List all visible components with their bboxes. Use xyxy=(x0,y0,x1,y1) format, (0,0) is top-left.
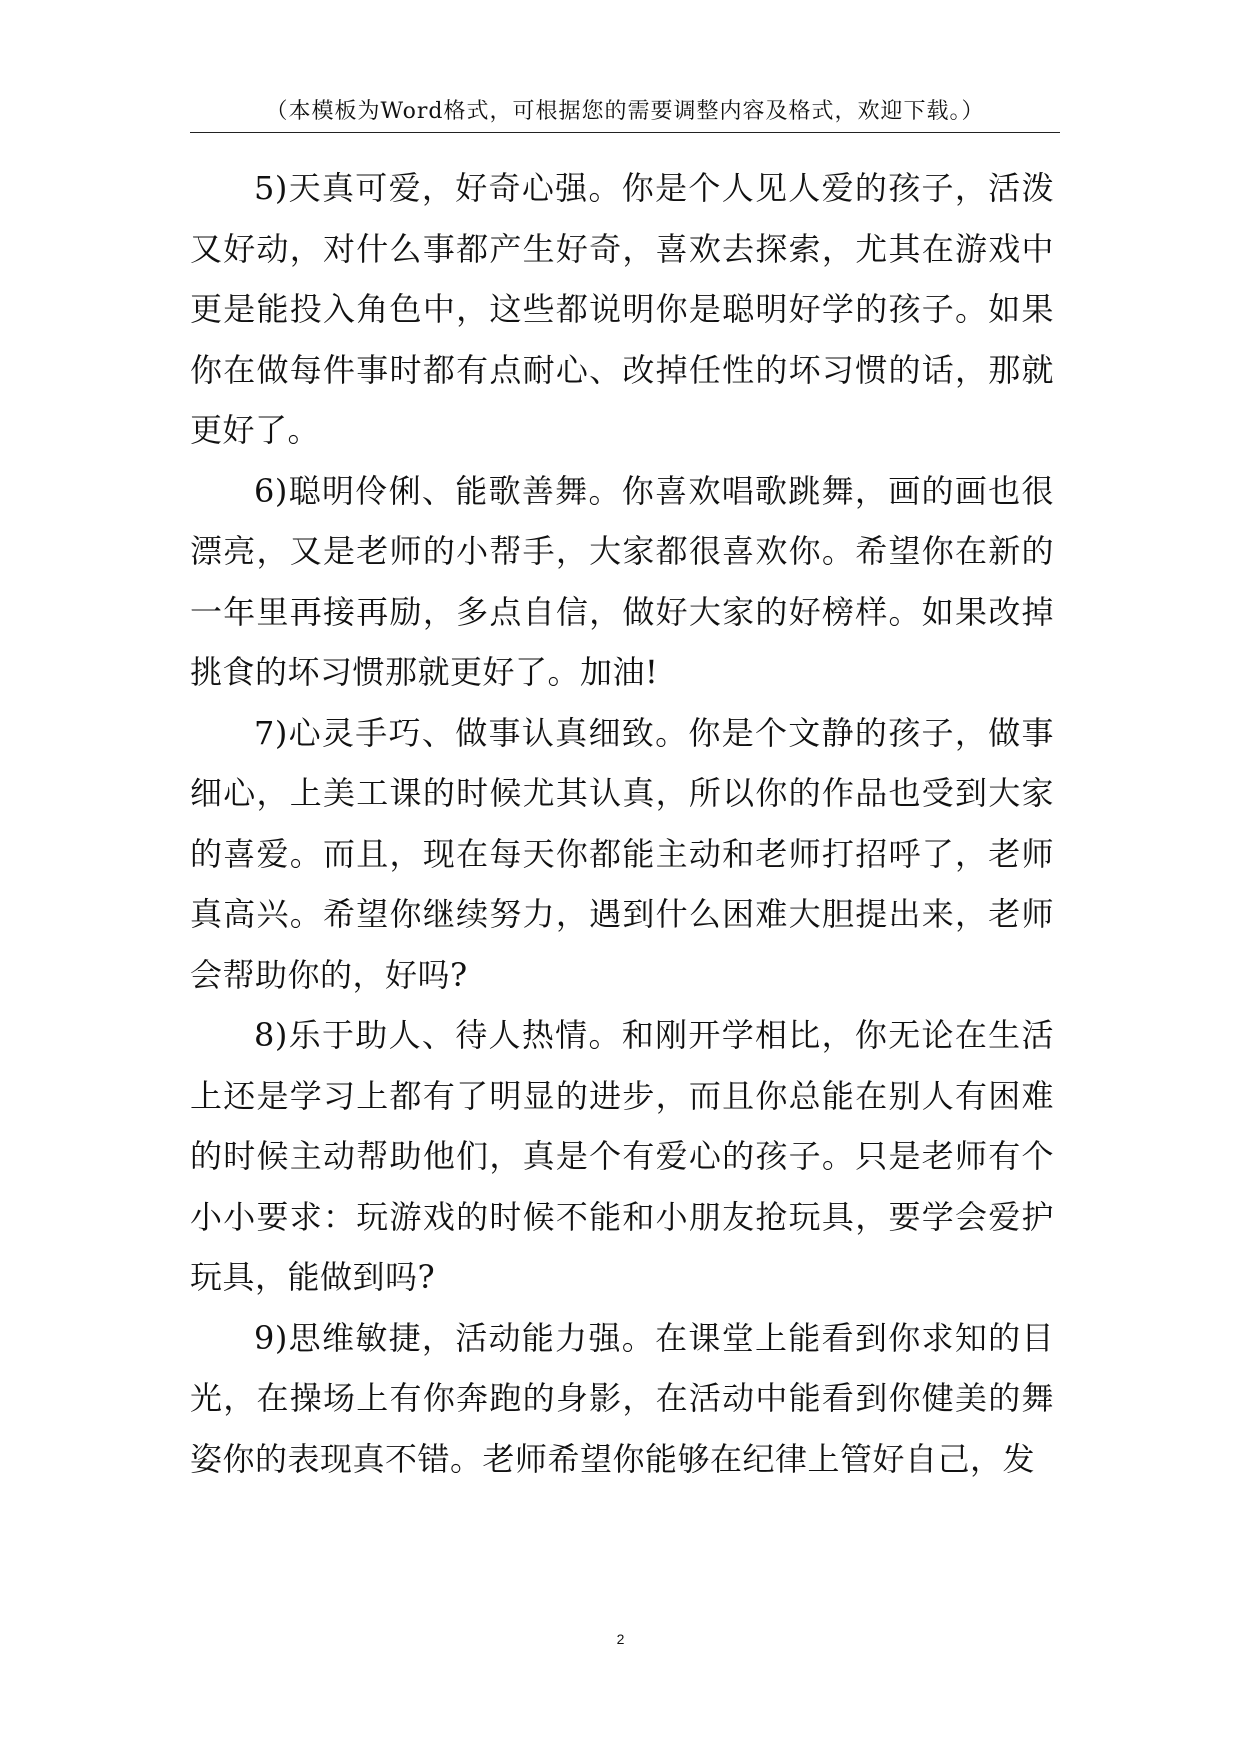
paragraph-7: 7)心灵手巧、做事认真细致。你是个文静的孩子，做事细心，上美工课的时候尤其认真，所以你的作品也受到大家的喜爱。而且，现在每天你都能主动和老师打招呼了，老师真高兴。希望你继续努力，遇到什么困难大胆提出来，老师会帮助你的，好吗? xyxy=(190,713,1054,994)
paragraph-5: 5)天真可爱，好奇心强。你是个人见人爱的孩子，活泼又好动，对什么事都产生好奇，喜欢去探索，尤其在游戏中更是能投入角色中，这些都说明你是聪明好学的孩子。如果你在做每件事时都有点耐心、改掉任性的坏习惯的话，那就更好了。 xyxy=(190,169,1054,449)
paragraph-6: 6)聪明伶俐、能歌善舞。你喜欢唱歌跳舞，画的画也很漂亮，又是老师的小帮手，大家都很喜欢你。希望你在新的一年里再接再励，多点自信，做好大家的好榜样。如果改掉挑食的坏习惯那就更好了。加油! xyxy=(190,471,1054,691)
document-body xyxy=(190,158,1054,1489)
header-divider xyxy=(190,132,1060,133)
paragraph-8: 8)乐于助人、待人热情。和刚开学相比，你无论在生活上还是学习上都有了明显的进步，而且你总能在别人有困难的时候主动帮助他们，真是个有爱心的孩子。只是老师有个小小要求：玩游戏的时候不能和小朋友抢玩具，要学会爱护玩具，能做到吗? xyxy=(190,1016,1054,1296)
paragraph-9: 9)思维敏捷，活动能力强。在课堂上能看到你求知的目光，在操场上有你奔跑的身影，在活动中能看到你健美的舞姿你的表现真不错。老师希望你能够在纪律上管好自己，发 xyxy=(190,1318,1054,1478)
header-note: （本模板为Word格式，可根据您的需要调整内容及格式，欢迎下载。） xyxy=(265,99,985,124)
page-number: 2 xyxy=(616,1631,625,1647)
